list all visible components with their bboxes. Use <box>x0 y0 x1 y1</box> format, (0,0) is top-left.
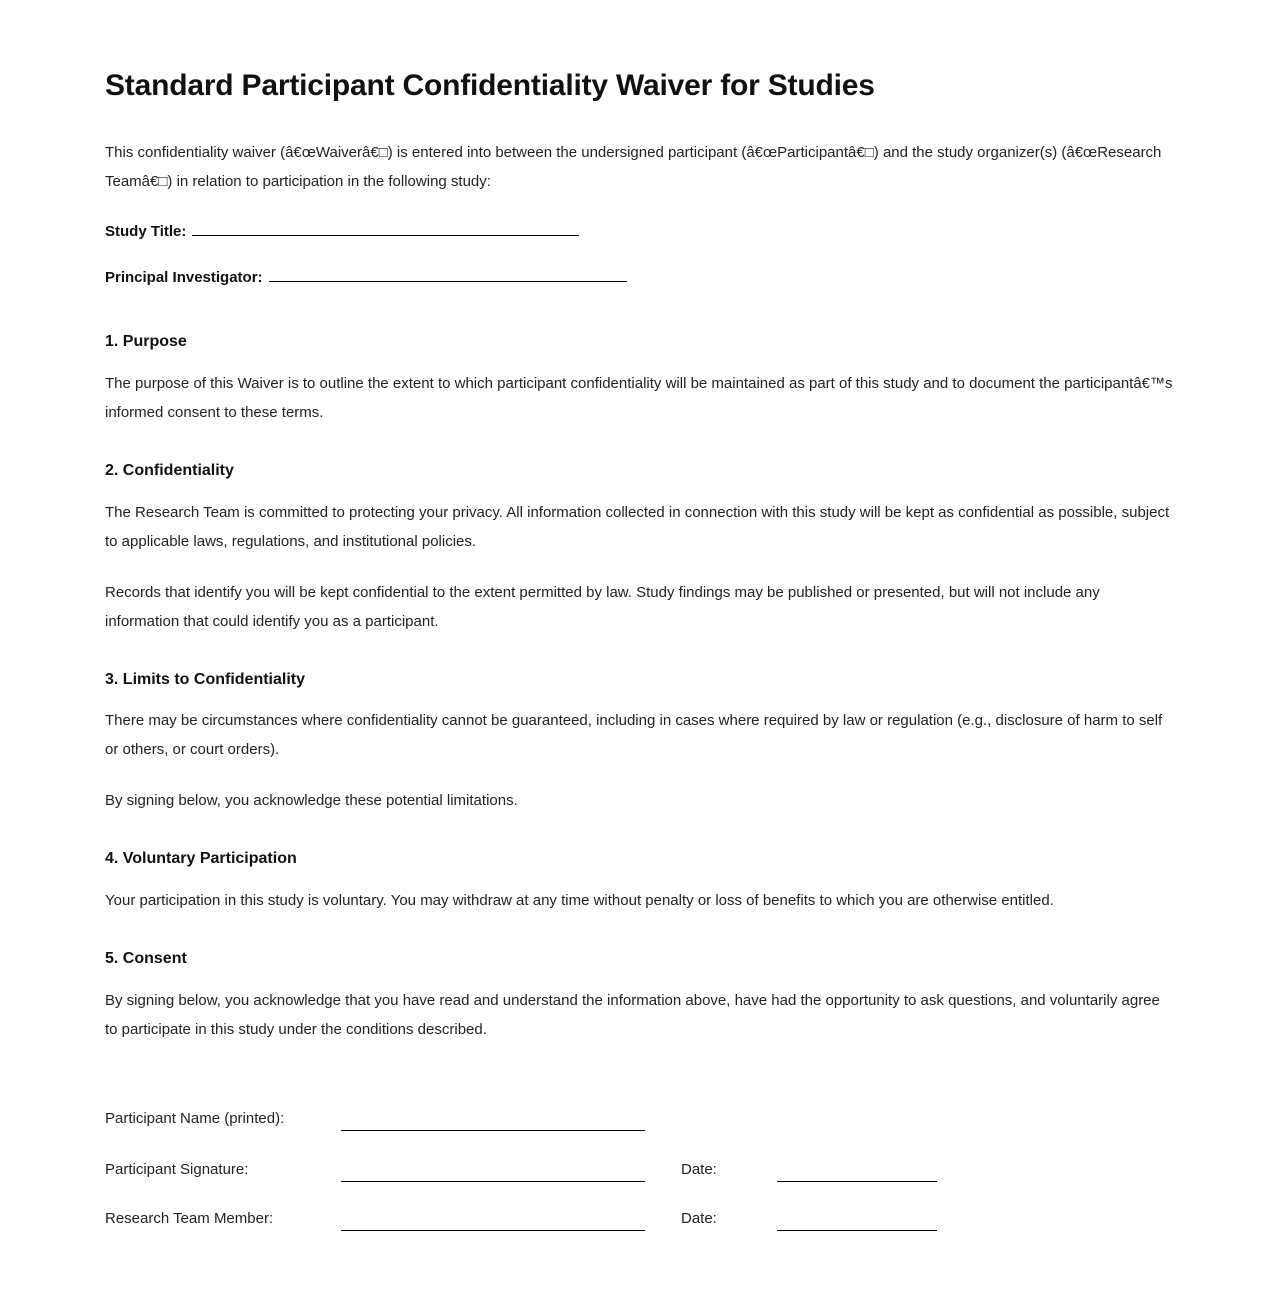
research-team-date-input[interactable] <box>777 1208 937 1231</box>
study-title-label: Study Title: <box>105 223 187 240</box>
participant-date-label: Date: <box>681 1160 717 1178</box>
research-team-member-row <box>105 1206 1180 1231</box>
section-heading-purpose: 1. Purpose <box>105 333 187 350</box>
section-heading-consent: 5. Consent <box>105 950 187 968</box>
participant-date-input[interactable] <box>777 1159 937 1182</box>
research-team-member-label: Research Team Member: <box>105 1209 274 1227</box>
section-consent-paragraph-1: By signing below, you acknowledge that you have read and understand the information above, have had the opportunity to ask questions, and voluntarily agree to participate in this study under the conditions described. <box>105 991 1160 1038</box>
section-purpose-paragraph-1: The purpose of this Waiver is to outline the extent to which participant confidentiality will be maintained as part of this study and to document the participantâ€™s informed consent to these terms. <box>105 374 1173 421</box>
intro-paragraph: This confidentiality waiver (â€œWaiverâ€□) is entered into between the undersigned participant (â€œParticipantâ€□) and the study organizer(s) (â€œResearch Teamâ€□) in relation to participation in the following study: <box>105 144 1162 190</box>
section-heading-confidentiality: 2. Confidentiality <box>105 461 234 479</box>
principal-investigator-label: Principal Investigator: <box>105 269 263 286</box>
section-heading-voluntary-participation: 4. Voluntary Participation <box>105 850 297 868</box>
participant-signature-row <box>105 1157 1180 1182</box>
research-team-member-input[interactable] <box>341 1206 645 1231</box>
research-team-date-label: Date: <box>681 1209 717 1227</box>
section-confidentiality-paragraph-2: Records that identify you will be kept confidential to the extent permitted by law. Study findings may be published or presented, but will not include any information that could identify you as a participant. <box>105 583 1100 630</box>
principal-investigator-input[interactable] <box>269 268 627 282</box>
page-title: Standard Participant Confidentiality Waiver for Studies <box>105 69 875 102</box>
section-limits-paragraph-2: By signing below, you acknowledge these potential limitations. <box>105 792 518 810</box>
section-heading-limits-to-confidentiality: 3. Limits to Confidentiality <box>105 670 306 688</box>
principal-investigator-field-row <box>105 264 1180 292</box>
participant-name-label: Participant Name (printed): <box>105 1109 285 1127</box>
participant-name-row <box>105 1106 1180 1131</box>
signature-block <box>105 1106 1180 1231</box>
participant-signature-label: Participant Signature: <box>105 1160 249 1178</box>
study-title-field-row <box>105 218 1180 246</box>
participant-name-input[interactable] <box>341 1106 645 1131</box>
study-title-input[interactable] <box>192 222 579 236</box>
section-limits-paragraph-1: There may be circumstances where confidentiality cannot be guaranteed, including in cases where required by law or regulation (e.g., disclosure of harm to self or others, or court orders). <box>105 712 1163 759</box>
section-confidentiality-paragraph-1: The Research Team is committed to protecting your privacy. All information collected in connection with this study will be kept as confidential as possible, subject to applicable laws, regulations, and institutional policies. <box>105 503 1170 550</box>
section-voluntary-paragraph-1: Your participation in this study is voluntary. You may withdraw at any time without penalty or loss of benefits to which you are otherwise entitled. <box>105 892 1054 910</box>
participant-signature-input[interactable] <box>341 1157 645 1182</box>
